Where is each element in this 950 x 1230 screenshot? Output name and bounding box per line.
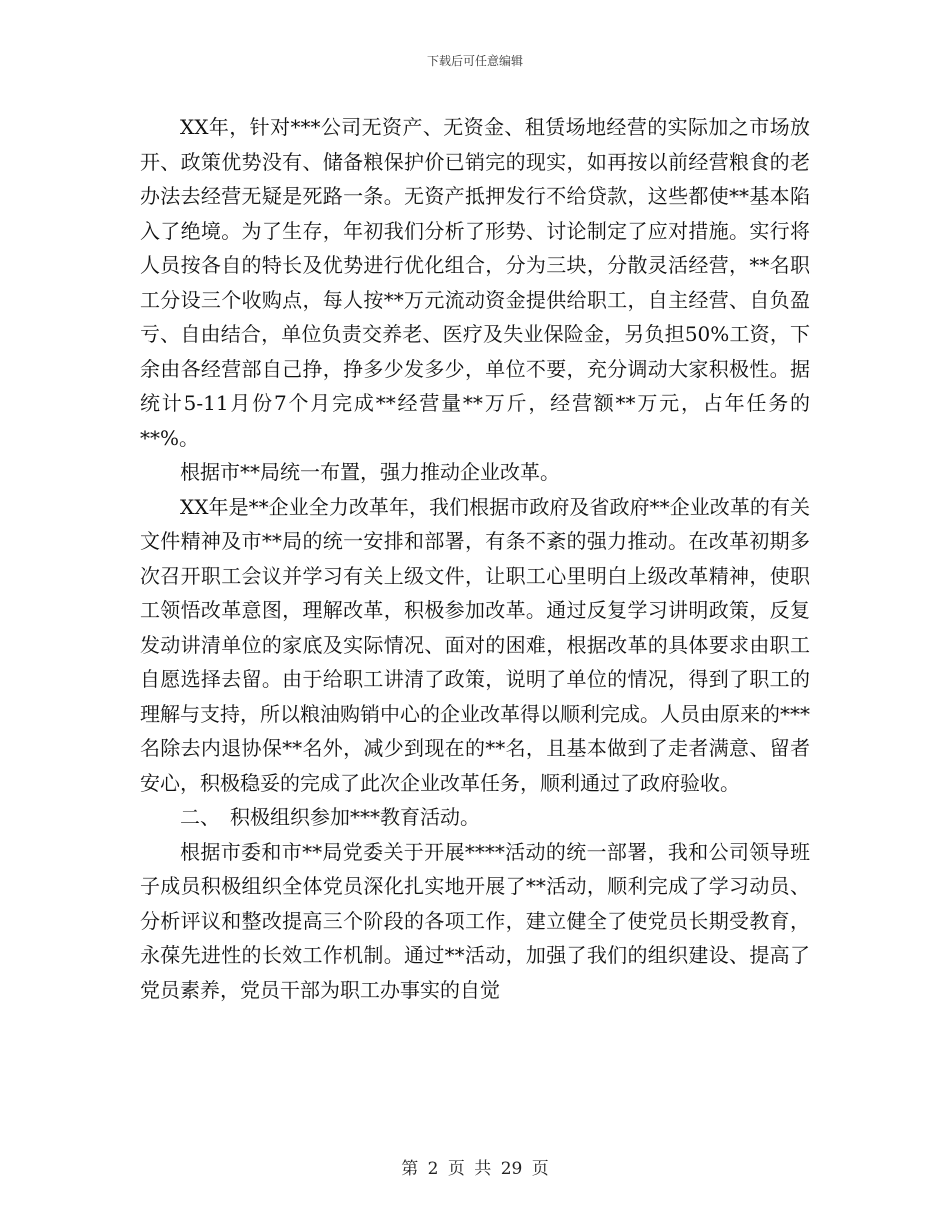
paragraph-3: XX年是**企业全力改革年，我们根据市政府及省政府**企业改革的有关文件精神及市**局的统一安排和部署，有条不紊的强力推动。在改革初期多次召开职工会议并学习有关上级文件，让职工心里明白上级改革精神，使职工领悟改革意图，理解改革，积极参加改革。通过反复学习讲明政策，反复发动讲清单位的家底及实际情况、面对的困难，根据改革的具体要求由职工自愿选择去留。由于给职工讲清了政策，说明了单位的情况，得到了职工的理解与支持，所以粮油购销中心的企业改革得以顺利完成。人员由原来的***名除去内退协保**名外，减少到现在的**名，且基本做到了走者满意、留者安心，积极稳妥的完成了此次企业改革任务，顺利通过了政府验收。: [140, 494, 810, 795]
paragraph-2: 根据市**局统一布置，强力推动企业改革。: [180, 460, 560, 484]
paragraph-1: XX年，针对***公司无资产、无资金、租赁场地经营的实际加之市场放开、政策优势没有、储备粮保护价已销完的现实，如再按以前经营粮食的老办法去经营无疑是死路一条。无资产抵押发行不给贷款，这些都使**基本陷入了绝境。为了生存，年初我们分析了形势、讨论制定了应对措施。实行将人员按各自的特长及优势进行优化组合，分为三块，分散灵活经营，**名职工分设三个收购点，每人按**万元流动资金提供给职工，自主经营、自负盈亏、自由结合，单位负责交养老、医疗及失业保险金，另负担50%工资，下余由各经营部自己挣，挣多少发多少，单位不要，充分调动大家积极性。据统计5-11月份7个月完成**经营量**万斤，经营额**万元，占年任务的**%。: [140, 115, 810, 450]
page-header: 下载后可任意编辑: [426, 54, 523, 68]
page-footer: 第 2 页 共 29 页: [401, 1159, 549, 1179]
paragraph-5: 根据市委和市**局党委关于开展****活动的统一部署，我和公司领导班子成员积极组织全体党员深化扎实地开展了**活动，顺利完成了学习动员、分析评议和整改提高三个阶段的各项工作，建立健全了使党员长期受教育，永葆先进性的长效工作机制。通过**活动，加强了我们的组织建设、提高了党员素养，党员干部为职工办事实的自觉: [140, 839, 810, 1002]
document-body: [140, 110, 810, 1007]
section-heading-2: 二、 积极组织参加***教育活动。: [180, 805, 480, 829]
